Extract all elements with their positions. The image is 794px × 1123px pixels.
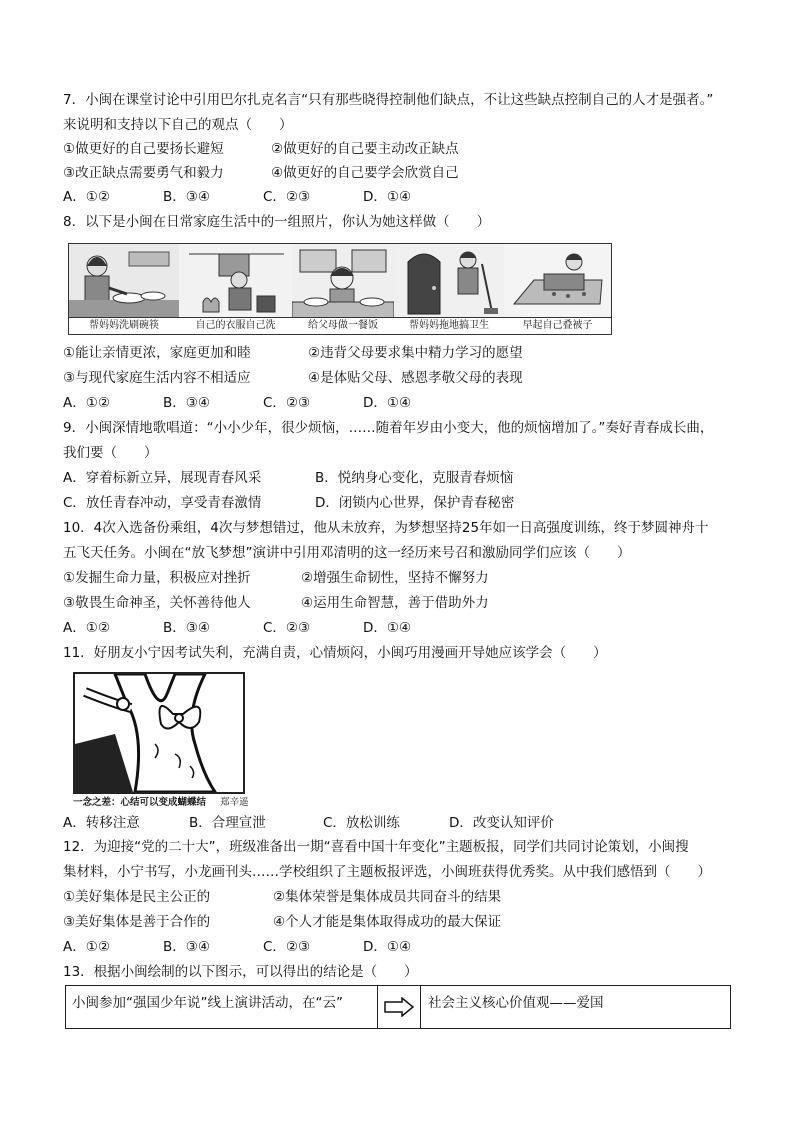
right-arrow-icon <box>384 997 414 1021</box>
q8-photo-4 <box>394 244 505 334</box>
q9-choice-c[interactable]: C．放任青春冲动，享受青春激情 <box>63 495 262 511</box>
q7-opt2: ②做更好的自己要主动改正缺点 <box>271 141 459 157</box>
q13-flow-right-text: 社会主义核心价值观——爱国 <box>428 995 604 1011</box>
q12-choice-b[interactable]: B．③④ <box>163 939 210 955</box>
q8-choice-b[interactable]: B．③④ <box>163 395 210 411</box>
q11-comic <box>73 672 245 794</box>
q7-choice-d[interactable]: D．①④ <box>363 189 412 205</box>
comic-author: 郑辛遥 <box>220 797 249 808</box>
q10-opt4: ④运用生命智慧，善于借助外力 <box>301 595 489 611</box>
q12-choices <box>63 938 411 956</box>
q10-choice-b[interactable]: B．③④ <box>163 620 210 636</box>
q8-photo-4-caption: 帮妈妈拖地搞卫生 <box>394 317 504 334</box>
q9-choice-d[interactable]: D．闭锁内心世界，保护青春秘密 <box>315 495 515 511</box>
q8-photo-2-caption: 自己的衣服自己洗 <box>179 317 292 334</box>
q7-options-row1 <box>63 140 459 158</box>
q12-choice-d[interactable]: D．①④ <box>363 939 412 955</box>
q11-choice-a[interactable]: A．转移注意 <box>63 815 140 831</box>
q11-comic-caption <box>73 794 249 808</box>
q9-choice-b[interactable]: B．悦纳身心变化，克服青春烦恼 <box>315 470 514 486</box>
q8-opt4: ④是体贴父母、感恩孝敬父母的表现 <box>308 370 523 386</box>
q12-opt3: ③美好集体是善于合作的 <box>63 914 211 930</box>
q9-choice-a[interactable]: A．穿着标新立异，展现青春风采 <box>63 470 262 486</box>
q8-photo-5-caption: 早起自己叠被子 <box>504 317 611 334</box>
q10-opt2: ②增强生命韧性，坚持不懈努力 <box>301 570 489 586</box>
cooking-meal-illustration <box>292 244 394 318</box>
washing-clothes-illustration <box>179 244 292 318</box>
q8-choices <box>63 394 411 412</box>
q12-opt1: ①美好集体是民主公正的 <box>63 889 211 905</box>
q7-choices <box>63 188 411 206</box>
q8-opt2: ②违背父母要求集中精力学习的愿望 <box>308 345 523 361</box>
q7-stem-line1: 7．小闽在课堂讨论中引用巴尔扎克名言“只有那些晓得控制他们缺点，不让这些缺点控制自己的人才是强者。” <box>63 92 714 108</box>
q10-options-row2 <box>63 594 489 612</box>
comic-caption-text: 一念之差：心结可以变成蝴蝶结 <box>73 797 207 808</box>
q9-stem-line2: 我们要（ ） <box>63 445 158 461</box>
q10-opt3: ③敬畏生命神圣，关怀善待他人 <box>63 595 251 611</box>
q8-stem: 8．以下是小闽在日常家庭生活中的一组照片，你认为她这样做（ ） <box>63 214 491 230</box>
q11-choice-b[interactable]: B．合理宣泄 <box>189 815 266 831</box>
q10-stem-line1: 10．4次入选备份乘组，4次与梦想错过，他从未放弃，为梦想坚持25年如一日高强度训练，终于梦圆神舟十 <box>63 520 709 536</box>
q8-opt1: ①能让亲情更浓，家庭更加和睦 <box>63 345 251 361</box>
q10-choice-a[interactable]: A．①② <box>63 620 110 636</box>
q11-choice-c[interactable]: C．放松训练 <box>323 815 400 831</box>
q8-options-row2 <box>63 369 523 387</box>
q7-opt4: ④做更好的自己要学会欣赏自己 <box>271 165 459 181</box>
q12-choice-a[interactable]: A．①② <box>63 939 110 955</box>
tree-bow-comic-illustration <box>75 674 243 792</box>
q8-photo-3-caption: 给父母做一餐饭 <box>292 317 394 334</box>
q11-stem: 11．好朋友小宁因考试失利，充满自责，心情烦闷，小闽巧用漫画开导她应该学会（ ） <box>63 645 607 661</box>
q13-stem: 13．根据小闽绘制的以下图示，可以得出的结论是（ ） <box>63 964 418 980</box>
q7-choice-b[interactable]: B．③④ <box>163 189 210 205</box>
q12-stem-line1: 12．为迎接“党的二十大”，班级准备出一期“喜看中国十年变化”主题板报，同学们共同讨论策划，小闽搜 <box>63 839 689 855</box>
q8-photo-2 <box>179 244 293 334</box>
q7-opt3: ③改正缺点需要勇气和毅力 <box>63 165 224 181</box>
washing-dishes-illustration <box>69 244 179 318</box>
q8-choice-d[interactable]: D．①④ <box>363 395 412 411</box>
q7-opt1: ①做更好的自己要扬长避短 <box>63 141 224 157</box>
flow-divider <box>420 986 421 1028</box>
q8-opt3: ③与现代家庭生活内容不相适应 <box>63 370 251 386</box>
q8-options-row1 <box>63 344 523 362</box>
q13-flow-diagram <box>65 985 731 1029</box>
q8-photo-3 <box>292 244 395 334</box>
q12-opt4: ④个人才能是集体取得成功的最大保证 <box>273 914 502 930</box>
q7-choice-c[interactable]: C．②③ <box>263 189 311 205</box>
q8-photo-1 <box>69 244 180 334</box>
q12-options-row1 <box>63 888 501 906</box>
q8-choice-c[interactable]: C．②③ <box>263 395 311 411</box>
q8-photo-1-caption: 帮妈妈洗刷碗筷 <box>69 317 179 334</box>
q10-stem-line2: 五飞天任务。小闽在“放飞梦想”演讲中引用邓清明的这一经历来号召和激励同学们应该（ ） <box>63 545 631 561</box>
q8-photo-5 <box>504 244 611 334</box>
q13-flow-left-text: 小闽参加“强国少年说”线上演讲活动，在“云” <box>72 995 343 1011</box>
q7-choice-a[interactable]: A．①② <box>63 189 110 205</box>
q10-choice-c[interactable]: C．②③ <box>263 620 311 636</box>
q9-choices-row2 <box>63 494 514 512</box>
mopping-floor-illustration <box>394 244 504 318</box>
q10-options-row1 <box>63 569 489 587</box>
q10-opt1: ①发掘生命力量，积极应对挫折 <box>63 570 251 586</box>
q9-choices-row1 <box>63 469 513 487</box>
q12-opt2: ②集体荣誉是集体成员共同奋斗的结果 <box>273 889 502 905</box>
q8-choice-a[interactable]: A．①② <box>63 395 110 411</box>
flow-divider <box>377 986 378 1028</box>
q9-stem-line1: 9．小闽深情地歌唱道：“小小少年，很少烦恼，……随着年岁由小变大，他的烦恼增加了。”奏好青春成长曲， <box>63 420 714 436</box>
q12-choice-c[interactable]: C．②③ <box>263 939 311 955</box>
q7-options-row2 <box>63 164 459 182</box>
q10-choices <box>63 619 411 637</box>
q11-choices <box>63 814 554 832</box>
q12-stem-line2: 集材料，小宁书写，小龙画刊头……学校组织了主题板报评选，小闽班获得优秀奖。从中我们感悟到（ ） <box>63 864 711 880</box>
q7-stem-line2: 来说明和支持以下自己的观点（ ） <box>63 117 293 133</box>
q12-options-row2 <box>63 913 501 931</box>
q8-photo-strip <box>68 243 612 335</box>
folding-quilt-illustration <box>504 244 611 318</box>
q10-choice-d[interactable]: D．①④ <box>363 620 412 636</box>
q11-choice-d[interactable]: D．改变认知评价 <box>449 815 554 831</box>
